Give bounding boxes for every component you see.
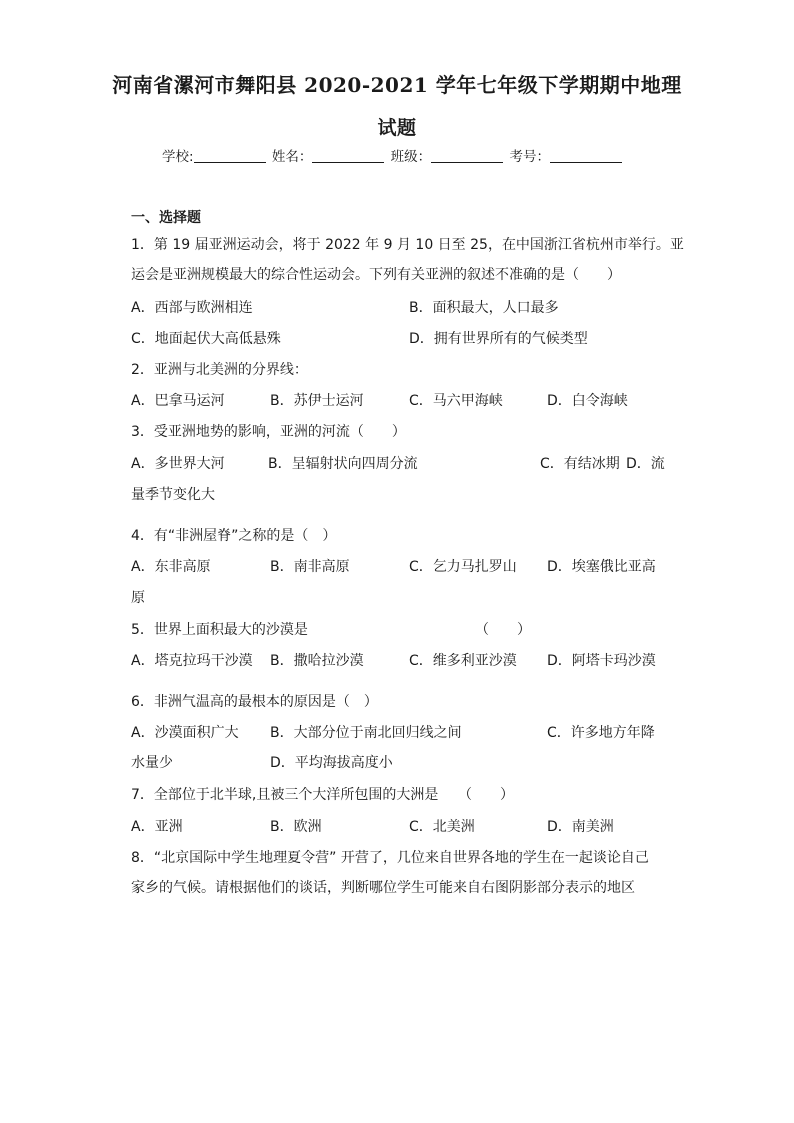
- question-2-stem: 2．亚洲与北美洲的分界线：: [131, 362, 308, 378]
- question-8-stem: 8．“北京国际中学生地理夏令营” 开营了，几位来自世界各地的学生在一起谈论自己: [131, 850, 649, 866]
- question-4-option-a[interactable]: A．东非高原: [131, 559, 211, 575]
- question-5-stem: 5．世界上面积最大的沙漠是: [131, 622, 308, 638]
- question-8-stem-cont: 家乡的气候。请根据他们的谈话，判断哪位学生可能来自右图阴影部分表示的地区: [131, 880, 635, 896]
- question-5-option-b[interactable]: B．撒哈拉沙漠: [270, 653, 364, 669]
- question-3-stem: 3．受亚洲地势的影响，亚洲的河流（ ）: [131, 424, 406, 440]
- class-blank[interactable]: [431, 148, 503, 163]
- question-5-option-a[interactable]: A．塔克拉玛干沙漠: [131, 653, 253, 669]
- question-7-option-a[interactable]: A．亚洲: [131, 819, 183, 835]
- question-7-option-b[interactable]: B．欧洲: [270, 819, 322, 835]
- question-7-option-c[interactable]: C．北美洲: [409, 819, 475, 835]
- question-4-option-b[interactable]: B．南非高原: [270, 559, 350, 575]
- number-blank[interactable]: [550, 148, 622, 163]
- question-4-option-c[interactable]: C．乞力马扎罗山: [409, 559, 517, 575]
- question-2-option-b[interactable]: B．苏伊士运河: [270, 393, 364, 409]
- question-7-option-d[interactable]: D．南美洲: [547, 819, 614, 835]
- question-4-option-d[interactable]: D．埃塞俄比亚高: [547, 559, 656, 575]
- student-info-row: [162, 145, 624, 165]
- question-4-stem: 4．有“非洲屋脊”之称的是（ ）: [131, 528, 337, 544]
- question-2-option-c[interactable]: C．马六甲海峡: [409, 393, 503, 409]
- name-label: 姓名：: [271, 149, 313, 165]
- question-6-option-c-cont: 水量少: [131, 755, 173, 771]
- question-6-option-b[interactable]: B．大部分位于南北回归线之间: [270, 725, 462, 741]
- question-3-option-d[interactable]: D．流: [626, 456, 665, 472]
- class-label: 班级：: [390, 149, 432, 165]
- question-7-stem: 7．全部位于北半球,且被三个大洋所包围的大洲是: [131, 787, 439, 803]
- question-1-stem-cont: 运会是亚洲规模最大的综合性运动会。下列有关亚洲的叙述不准确的是（ ）: [131, 267, 621, 283]
- question-2-option-a[interactable]: A．巴拿马运河: [131, 393, 225, 409]
- question-5-answer-paren: （ ）: [475, 622, 531, 638]
- question-3-option-d-cont: 量季节变化大: [131, 487, 215, 503]
- section-heading: 一、选择题: [131, 210, 201, 226]
- question-1-stem: 1．第 19 届亚洲运动会，将于 2022 年 9 月 10 日至 25，在中国浙江省杭州市举行。亚: [131, 237, 684, 253]
- question-6-option-d[interactable]: D．平均海拔高度小: [270, 755, 393, 771]
- question-5-option-d[interactable]: D．阿塔卡玛沙漠: [547, 653, 656, 669]
- school-blank[interactable]: [194, 148, 266, 163]
- question-4-option-d-cont: 原: [131, 590, 145, 606]
- question-3-option-a[interactable]: A．多世界大河: [131, 456, 225, 472]
- question-2-option-d[interactable]: D．白令海峡: [547, 393, 628, 409]
- question-3-option-c[interactable]: C．有结冰期: [540, 456, 620, 472]
- question-6-option-a[interactable]: A．沙漠面积广大: [131, 725, 239, 741]
- question-1-option-c[interactable]: C．地面起伏大高低悬殊: [131, 331, 281, 347]
- question-7-answer-paren: （ ）: [458, 787, 514, 803]
- name-blank[interactable]: [312, 148, 384, 163]
- question-6-option-c[interactable]: C．许多地方年降: [547, 725, 655, 741]
- question-5-option-c[interactable]: C．维多利亚沙漠: [409, 653, 517, 669]
- page-title: 河南省漯河市舞阳县 2020-2021 学年七年级下学期期中地理: [112, 73, 682, 97]
- question-3-option-b[interactable]: B．呈辐射状向四周分流: [268, 456, 418, 472]
- question-1-option-b[interactable]: B．面积最大，人口最多: [409, 300, 559, 316]
- page-title-continued: 试题: [377, 117, 417, 139]
- question-1-option-d[interactable]: D．拥有世界所有的气候类型: [409, 331, 588, 347]
- question-6-stem: 6．非洲气温高的最根本的原因是（ ）: [131, 694, 378, 710]
- question-1-option-a[interactable]: A．西部与欧洲相连: [131, 300, 253, 316]
- school-label: 学校:: [162, 149, 194, 165]
- number-label: 考号：: [509, 149, 550, 165]
